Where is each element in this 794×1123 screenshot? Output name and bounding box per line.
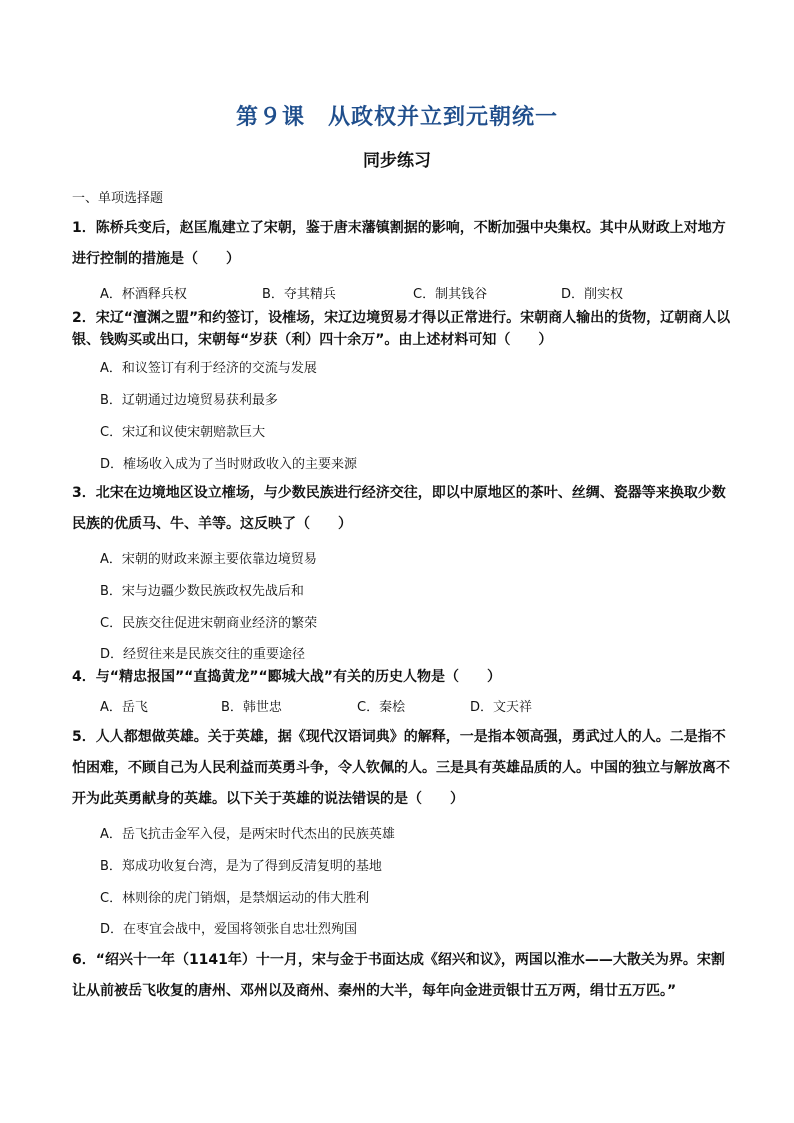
page-title: 第９课 从政权并立到元朝统一 [235, 105, 558, 130]
question-1-option-c[interactable]: C．制其钱谷 [413, 287, 488, 302]
question-2-option-c[interactable]: C．宋辽和议使宋朝赔款巨大 [100, 425, 266, 440]
question-3-option-c[interactable]: C．民族交往促进宋朝商业经济的繁荣 [100, 616, 318, 631]
question-5-option-d[interactable]: D．在枣宜会战中，爱国将领张自忠壮烈殉国 [100, 922, 358, 937]
question-2-option-a[interactable]: A．和议签订有利于经济的交流与发展 [100, 361, 317, 376]
question-3-option-d[interactable]: D．经贸往来是民族交往的重要途径 [100, 647, 306, 662]
question-4-option-c[interactable]: C．秦桧 [357, 700, 406, 715]
question-3-option-b[interactable]: B．宋与边疆少数民族政权先战后和 [100, 584, 304, 599]
question-5-stem: 5．人人都想做英雄。关于英雄，据《现代汉语词典》的解释，一是指本领高强，勇武过人的人。二是指不怕困难，不顾自己为人民利益而英勇斗争，令人钦佩的人。三是具有英雄品质的人。中国的独立与解放离不开为此英勇献身的英雄。以下关于英雄的说法错误的是（ ） [72, 729, 730, 807]
question-5-option-c[interactable]: C．林则徐的虎门销烟，是禁烟运动的伟大胜利 [100, 891, 370, 906]
question-5-option-a[interactable]: A．岳飞抗击金军入侵，是两宋时代杰出的民族英雄 [100, 827, 395, 842]
question-3-option-a[interactable]: A．宋朝的财政来源主要依靠边境贸易 [100, 552, 317, 567]
question-1-stem: 1．陈桥兵变后，赵匡胤建立了宋朝，鉴于唐末藩镇割据的影响，不断加强中央集权。其中从财政上对地方进行控制的措施是（ ） [72, 220, 726, 267]
question-1-option-b[interactable]: B．夺其精兵 [262, 287, 336, 302]
question-4-option-a[interactable]: A．岳飞 [100, 700, 148, 715]
section-heading: 一、单项选择题 [72, 191, 164, 206]
question-1-option-d[interactable]: D．削实权 [561, 287, 624, 302]
question-1-option-a[interactable]: A．杯酒释兵权 [100, 287, 187, 302]
question-2-option-d[interactable]: D．榷场收入成为了当时财政收入的主要来源 [100, 457, 358, 472]
question-2-option-b[interactable]: B．辽朝通过边境贸易获利最多 [100, 393, 278, 408]
question-4-stem: 4．与“精忠报国”“直捣黄龙”“郾城大战”有关的历史人物是（ ） [72, 669, 501, 685]
question-2-stem: 2．宋辽“澶渊之盟”和约签订，设榷场，宋辽边境贸易才得以正常进行。宋朝商人输出的货物，辽朝商人以银、钱购买或出口，宋朝每“岁获（利）四十余万”。由上述材料可知（ ） [72, 310, 731, 348]
question-3-stem: 3．北宋在边境地区设立榷场，与少数民族进行经济交往，即以中原地区的茶叶、丝绸、瓷器等来换取少数民族的优质马、牛、羊等。这反映了（ ） [72, 485, 726, 532]
question-5-option-b[interactable]: B．郑成功收复台湾，是为了得到反清复明的基地 [100, 859, 382, 874]
page-subtitle: 同步练习 [363, 151, 431, 171]
question-4-option-b[interactable]: B．韩世忠 [221, 700, 282, 715]
question-4-option-d[interactable]: D．文天祥 [470, 700, 533, 715]
question-6-stem: 6．“绍兴十一年（1141年）十一月，宋与金于书面达成《绍兴和议》，两国以淮水——大散关为界。宋割让从前被岳飞收复的唐州、邓州以及商州、秦州的大半，每年向金进贡银廿五万两，绢廿五万匹。” [72, 952, 725, 999]
